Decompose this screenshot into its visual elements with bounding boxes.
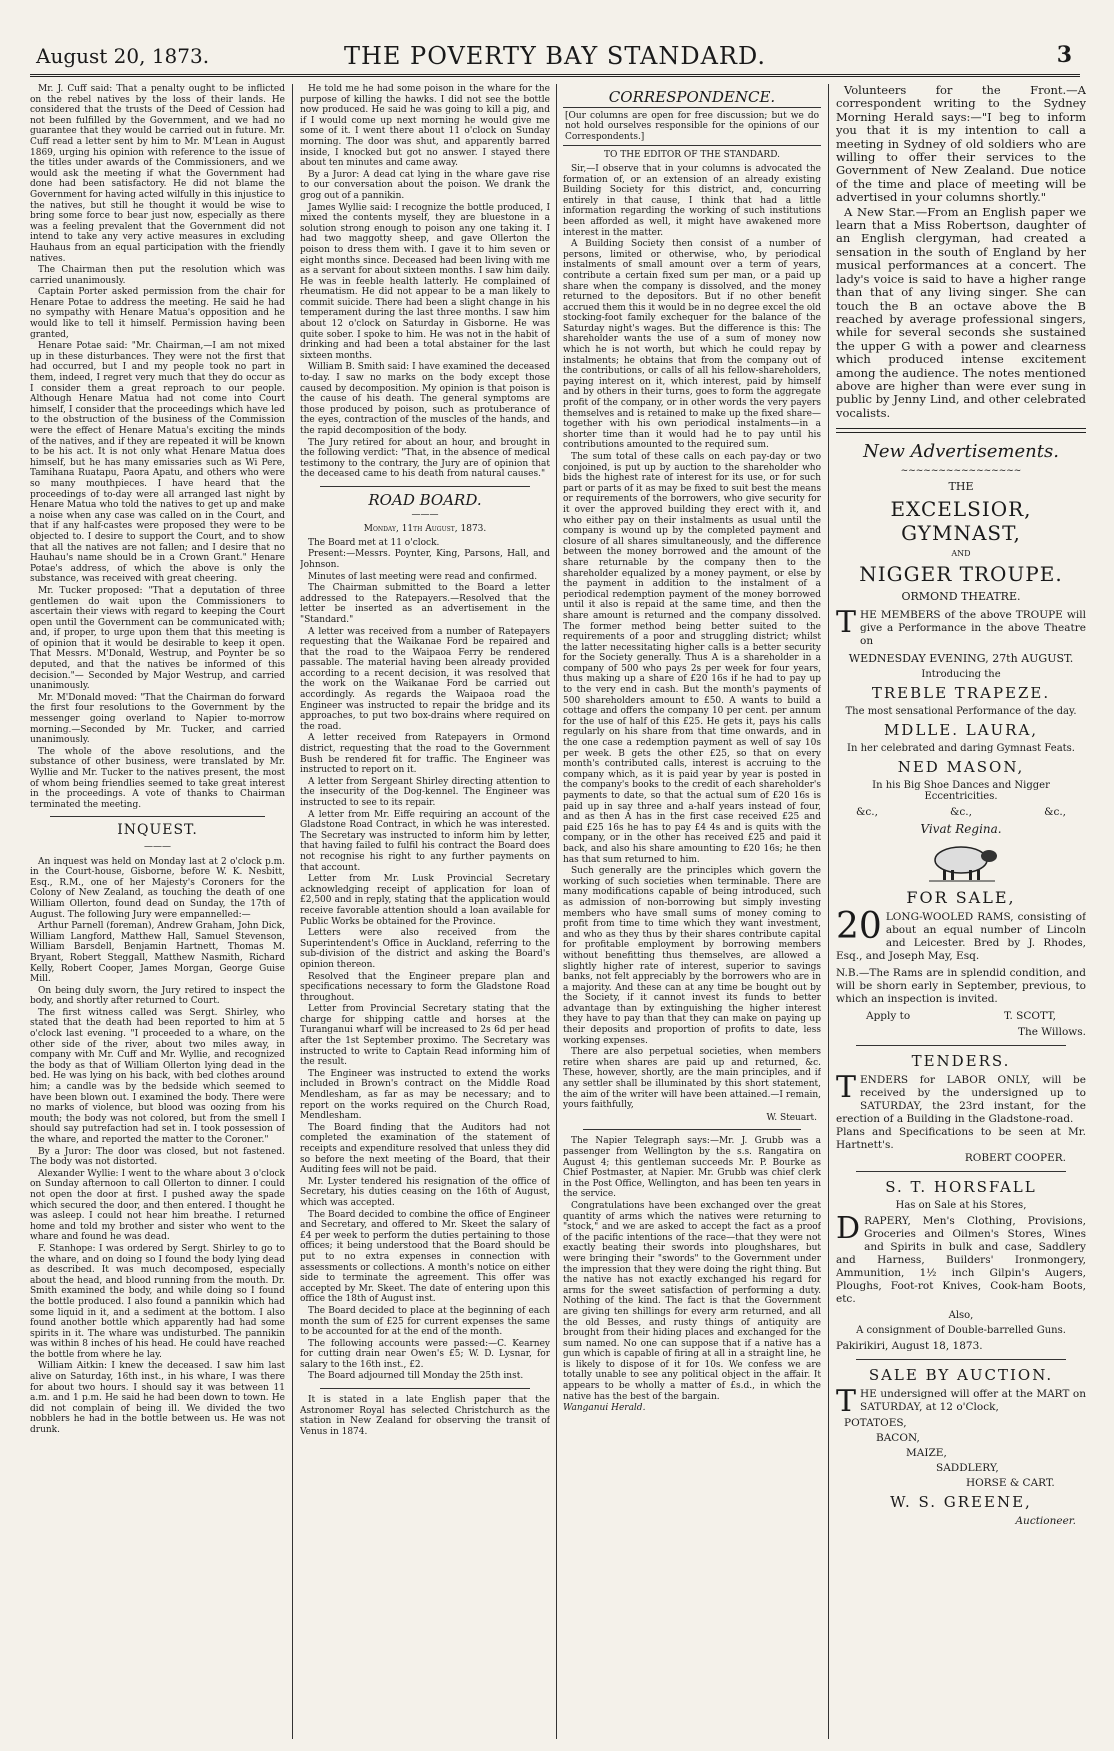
column-1 xyxy=(30,84,285,1739)
road-board-heading: ROAD BOARD. xyxy=(368,490,482,509)
act-trapeze-desc: The most sensational Performance of the day. xyxy=(845,706,1077,718)
road-board-date: Monday, 11th August, 1873. xyxy=(363,524,487,535)
paragraph: Volunteers for the Front.—A correspondent writing to the Sydney Morning Herald says:—"I beg to inform you that it is my intention to call a meeting in Sydney of old soldiers who are willing to offer their services to the Government of New Zealand. Due notice of the time and place of meeting will be advertised in your columns shortly." xyxy=(836,84,1086,205)
paragraph: An inquest was held on Monday last at 2 o'clock p.m. in the Court-house, Gisborne, before W. K. Nesbitt, Esq., R.M., one of her Majesty's Coroners for the Colony of New Zealand, as touching the death of one William Ollerton, found dead on Sunday, the 17th of August. The following Jury were empannelled:— xyxy=(30,856,285,920)
paragraph: Letter from Mr. Lusk Provincial Secretary acknowledging receipt of application for loan of £2,500 and in reply, stating that the application would receive favorable attention should a loan available for Public Works be obtained for the Province. xyxy=(300,874,550,927)
act-laura: MDLLE. LAURA, xyxy=(883,721,1039,740)
letter-signature: W. Steuart. xyxy=(766,1112,817,1123)
ornament-dash: ~~~~~~~~~~~~~~~~ xyxy=(900,466,1022,477)
column-3 xyxy=(563,84,821,1739)
letter-body xyxy=(563,164,821,1111)
ads-heading: New Advertisements. xyxy=(863,441,1059,463)
paragraph: By a Juror: The door was closed, but not fastened. The body was not distorted. xyxy=(30,1146,285,1168)
news-source: Wanganui Herald. xyxy=(563,1403,646,1414)
auction-item: SADDLERY, xyxy=(936,1462,999,1475)
paragraph: The Board decided to place at the beginning of each month the sum of £25 for current expenses the same to be accounted for at the end of the month. xyxy=(300,1305,550,1338)
act-laura-desc: In her celebrated and daring Gymnast Feats. xyxy=(847,743,1075,755)
paragraph: A New Star.—From an English paper we learn that a Miss Robertson, daughter of an English clergyman, had created a sensation in the south of England by her musical performances at a concert. The lady's voice is said to have a higher range than that of any living singer. She can touch the B an octave above the B reached by average professional singers, while for several seconds she sustained the upper G with a power and clearness which produced intense excitement among the audience. The notes mentioned above are higher than were ever sung in public by Jenny Lind, and other celebrated vocalists. xyxy=(836,204,1086,420)
ad-intro xyxy=(836,605,1086,648)
paragraph: A letter received from Ratepayers in Ormond district, requesting that the road to the Government Bush be rendered fit for traffic. The Engineer was instructed to report on it. xyxy=(300,733,550,776)
for-sale-advertisement xyxy=(836,888,1086,1039)
etc-3: &c., xyxy=(1044,806,1066,819)
auction-items xyxy=(836,1417,1086,1489)
act-mason: NED MASON, xyxy=(897,758,1025,777)
horsfall-also: Also, xyxy=(948,1310,974,1322)
newspaper-title: THE POVERTY BAY STANDARD. xyxy=(343,42,767,70)
paragraph: Congratulations have been exchanged over the great quantity of arms which the natives were returning to "stock," and we are asked to accept the fact as a proof of the pacific intentions of the race—that they were not exactly beating their swords into ploughshares, but were bringing their "swords" to the Government under the impression that they were doing the right thing. But the native has not exactly exchanged his regard for arms for the sweet satisfaction of performing a duty. Nothing of the kind. The fact is that the Government are giving ten shillings for every arm returned, and all the old Besses, and rusty things of antiquity are brought from their hiding places and exchanged for the sum named. No one can suppose that if a native has a gun which is capable of firing at all in a straight line, he is likely to dispose of it for 10s. We confess we are totally unable to see any political object in the affair. It appears to be wholly a matter of £s.d., in which the native has the best of the bargain. xyxy=(563,1200,821,1402)
paragraph: The following accounts were passed:—C. Kearney for cutting drain near Owen's £5; W. D. Lysnar, for salary to the 16th inst., £2. xyxy=(300,1338,550,1370)
column-4 xyxy=(836,84,1086,1739)
paragraph: There are also perpetual societies, when members retire when shares are paid up and returned, &c. These, however, shortly, are the main principles, and if any settler shall be illuminated by this short statement, the aim of the writer will have been attained.—I remain, yours faithfully, xyxy=(563,1047,821,1111)
horsfall-heading: S. T. HORSFALL xyxy=(885,1178,1037,1197)
paragraph: On being duly sworn, the Jury retired to inspect the body, and shortly after returned to Court. xyxy=(30,985,285,1007)
news-items xyxy=(563,1136,821,1402)
for-sale-body: LONG-WOOLED RAMS, consisting of about an equal number of Lincoln and Leicester. Bred by J. Rhodes, Esq., and Joseph May, Esq. xyxy=(836,911,1086,963)
auction-heading: SALE BY AUCTION. xyxy=(868,1366,1054,1385)
paragraph: The Engineer was instructed to extend the works included in Brown's contract on the Middle Road Mendlesham, as far as may be necessary; and to report on the works required on the Church Road, Mendlesham. xyxy=(300,1068,550,1122)
divider xyxy=(583,1129,801,1130)
divider xyxy=(836,428,1086,433)
etc-2: &c., xyxy=(950,806,972,819)
paragraph: A Building Society then consist of a number of persons, limited or otherwise, who, by periodical instalments of small amount over a term of years, contribute a certain fixed sum per man, or a paid up share when the company is dissolved, and the money returned to the depositors. But if no other benefit accrued them this it would be in no degree excel the old stocking-foot family exchequer for the balance of the Saturday night's wages. But the difference is this: The shareholder wants the use of a sum of money now which he is not worth, but which he could repay by instalments; he obtains that from the company out of the contributions, or calls of all his fellow-shareholders, paying interest on it, which interest, paid by himself and by others in their turns, goes to form the aggregate profit of the company, or in other words the very payers themselves and is retained to make up the fixed share— together with his own periodical instalments—in a shorter time than it would had he to pay until his contributions amounted to the required sum. xyxy=(563,239,821,451)
auction-item: HORSE & CART. xyxy=(966,1477,1055,1490)
issue-date: August 20, 1873. xyxy=(36,44,210,68)
horsfall-text xyxy=(836,1211,1086,1306)
column-rule xyxy=(292,84,293,1739)
drop-cap: 20 xyxy=(836,906,882,948)
tenders-text xyxy=(836,1070,1086,1126)
venus-transit-item: It is stated in a late English paper that the Astronomer Royal has selected Christchurch as the station in New Zealand for observing the transit of Venus in 1874. xyxy=(300,1395,550,1437)
apply-line xyxy=(836,1010,1086,1022)
paragraph: Henare Potae said: "Mr. Chairman,—I am not mixed up in these disturbances. They were not the first that had occurred, but I and my people took no part in them, indeed, I regret very much that they do occur as I consider them a great reproach to our people. Although Henare Matua had not come into Court himself, I consider that the proceedings which have led to the obstruction of the business of the Commission were the effect of Henare Matua's exciting the minds of the natives, and if they are repeated it will be known to be his act. It is not only what Henare Matua does himself, but he has many emissaries such as Wi Pere, Tamihana Ruatapu, Paora Apatu, and others who were so many mouthpieces. I have heard that the proceedings of to-day were all arranged last night by Henare Matua who told the natives to get up and make a noise when any case was called on in the Court, and that if any half-castes were proposed they were to be objected to. I desire to support the Court, and to show that all the natives are not fallen; and I desire that no Hauhau's name should be in a Crown Grant." Henare Potae's address, of which the above is only the substance, was received with great cheering. xyxy=(30,341,285,585)
horsfall-body: RAPERY, Men's Clothing, Provisions, Groceries and Oilmen's Stores, Wines and Spirits in bulk and case, Saddlery and Harness, Builders' Ironmongery, Ammunition, 1½ inch Gilpin's Augers, Ploughs, Foot-rot Knives, Cook-ham Boots, etc. xyxy=(836,1215,1086,1306)
paragraph: The Board met at 11 o'clock. xyxy=(308,537,440,548)
paragraph: Resolved that the Engineer prepare plan and specifications necessary to form the Gladstone Road throughout. xyxy=(300,971,550,1003)
divider xyxy=(856,1171,1066,1172)
ad-and: AND xyxy=(951,549,971,559)
paragraph: Alexander Wyllie: I went to the whare about 3 o'clock on Sunday afternoon to call Ollerton to dinner. I could not open the door at first. I pushed away the spade which secured the door, and then entered. I thought he was asleep. I could not hear him breathe. I returned home and told my brother and sister who went to the whare and found he was dead. xyxy=(30,1168,285,1243)
ad-venue: ORMOND THEATRE. xyxy=(901,590,1021,604)
paragraph: By a Juror: A dead cat lying in the whare gave rise to our conversation about the poison. We drank the grog out of a pannikin. xyxy=(300,169,550,201)
tenders-advertisement xyxy=(836,1052,1086,1165)
paragraph: The Jury retired for about an hour, and brought in the following verdict: "That, in the absence of medical testimony to the contrary, the Jury are of opinion that the deceased came to his death from natural causes." xyxy=(300,437,550,480)
column-2 xyxy=(300,84,550,1739)
paragraph: James Wyllie said: I recognize the bottle produced, I mixed the contents myself, they are bluestone in a solution strong enough to poison any one taking it. I had two maggotty sheep, and gave Ollerton the poison to dress them with. I gave it to him seven or eight months since. Deceased had been living with me as a servant for about sixteen months. I saw him daily. He was in feeble health latterly. He complained of rheumatism. He did not appear to be a man likely to commit suicide. There had been a slight change in his temperament during the last three months. I saw him about 12 o'clock on Saturday in Gisborne. He was quite sober. I spoke to him. He was not in the habit of drinking and had been a total abstainer for the last sixteen months. xyxy=(300,202,550,361)
paragraph: Such generally are the principles which govern the working of such societies when terminable. There are many modifications capable of being introduced, such as admission of non-borrowing but simply investing members who have small sums of money coming to profit from time to time which they want investment, and who as they thus by their shares contribute capital for profitable employment by borrowing members without benefitting thus themselves, are allowed a slightly higher rate of interest, superior to savings banks, not felt appreciably by the borrowers who are in a majority. And these can at any time be bought out by the Society, if it cannot invest its funds to better advantage than by extinguishing the higher interest they have to pay than that they can make on paying up their deposits and proportion of profits to date, less working expenses. xyxy=(563,866,821,1046)
paragraph: The whole of the above resolutions, and the substance of other business, were translated by Mr. Wyllie and Mr. Tucker to the natives present, the most of whom being friendlies seemed to take great interest in the proceedings. A vote of thanks to Chairman terminated the meeting. xyxy=(30,746,285,810)
paragraph: Letters were also received from the Superintendent's Office in Auckland, referring to the sub-division of the district and asking the Board's opinion thereon. xyxy=(300,928,550,970)
paragraph: The Chairman submitted to the Board a letter addressed to the Ratepayers.—Resolved that the letter be inserted as an advertisement in the "Standard." xyxy=(300,583,550,625)
paragraph: The Chairman then put the resolution which was carried unanimously. xyxy=(30,265,285,286)
paragraph: The Board decided to combine the office of Engineer and Secretary, and offered to Mr. Skeet the salary of £4 per week to perform the duties pertaining to those offices; it being understood that the Board should be put to no extra expenses in connection with assessments or collections. A month's notice on either side to terminate the agreement. This offer was accepted by Mr. Skeet. The date of entering upon this office the 18th of August inst. xyxy=(300,1209,550,1305)
paragraph: Present:—Messrs. Poynter, King, Parsons, Hall, and Johnson. xyxy=(300,549,550,570)
page-number: 3 xyxy=(1056,42,1072,68)
paragraph: He told me he had some poison in the whare for the purpose of killing the hawks. I did not see the bottle now produced. He said he was going to kill a pig, and if I would come up next morning he would give me some of it. I went there about 11 o'clock on Sunday morning. The door was shut, and apparently barred inside, I knocked but got no answer. I stayed there about ten minutes and came away. xyxy=(300,84,550,169)
paragraph: The first witness called was Sergt. Shirley, who stated that the death had been reported to him at 5 o'clock last evening. "I proceeded to a whare, on the other side of the river, about two miles away, in company with Mr. Cuff and Mr. Wyllie, and recognized the body as that of William Ollerton lying dead in the bed. He was lying on his back, with bed clothes around him; a candle was by the bedside which seemed to have been blown out. I examined the body. There were no marks of violence, but blood was oozing from his mouth; the body was not colored, but from the smell I should say putrefaction had set in. I took possession of the whare, and reported the matter to the Coroner." xyxy=(30,1007,285,1145)
paragraph: Letter from Provincial Secretary stating that the charge for shipping cattle and horses at the Turanganui wharf will be increased to 2s 6d per head after the 1st September proximo. The Secretary was instructed to write to Captain Read informing him of the result. xyxy=(300,1004,550,1068)
auctioneer-name: W. S. GREENE, xyxy=(890,1493,1032,1512)
paragraph: Minutes of last meeting were read and confirmed. xyxy=(308,571,538,582)
tenders-body: ENDERS for LABOR ONLY, will be received by the undersigned up to SATURDAY, the 23rd instant, for the erection of a Building in the Gladstone-road. xyxy=(836,1074,1086,1126)
paragraph: A letter from Sergeant Shirley directing attention to the insecurity of the Dog-kennel. The Engineer was instructed to see to its repair. xyxy=(300,776,550,808)
divider xyxy=(856,1359,1066,1360)
auctioneer-title: Auctioneer. xyxy=(1015,1515,1076,1528)
ad-intro-text: HE MEMBERS of the above TROUPE will give a Performance in the above Theatre on xyxy=(860,609,1086,648)
paragraph: A letter was received from a number of Ratepayers requesting that the Waikanae Ford be repaired and that the road to the Waipaoa Ferry be rendered passable. The material having been already provided according to a recent decision, it was resolved that the work on the Waikanae Ford be carried out accordingly. As regards the Waipaoa road the Engineer was instructed to repair the bridge and its approaches, to put two box-drains where required on the road. xyxy=(300,626,550,732)
auction-item: POTATOES, xyxy=(844,1417,907,1430)
paragraph: William Aitkin: I knew the deceased. I saw him last alive on Saturday, 16th inst., in his whare, I was there for about two hours. I should say it was between 11 a.m. and 1 p.m. He said he had been down to town. He did not complain of being ill. We divided the two nobblers he had in the bottle between us. He was not drunk. xyxy=(30,1361,285,1436)
tenders-note: Plans and Specifications to be seen at Mr. Hartnett's. xyxy=(836,1126,1086,1152)
divider xyxy=(320,1388,530,1389)
ornament-dash: ——— xyxy=(144,841,171,852)
paragraph: Arthur Parnell (foreman), Andrew Graham, John Dick, William Langford, Matthew Hall, Samuel Stevenson, William Barsdell, Benjamin Hartnett, Thomas M. Bryant, Robert Steggall, Matthew Nasmith, Richard Kelly, Robert Cooper, James Morgan, George Guise Mill. xyxy=(30,921,285,985)
etc-line xyxy=(836,806,1086,818)
divider xyxy=(856,1045,1066,1046)
paragraph: The sum total of these calls on each pay-day or two conjoined, is put up by auction to the shareholder who bids the highest rate of interest for its use, or for such part or parts of it as may be fixed to suit best the means or requirements of the borrowers, who give security for it over the approved building they erect with it, and who either pay on their instalments as usual until the company is wound up by the completed payment and closure of all shares simultaneously, and the difference between the money borrowed and the amount of the share returnable by the company then to the shareholder equalized by a money payment, or else by the payment in addition to the instalment of a periodical redemption payment of the money borrowed until it also is repaid at the same time, and then the share amount is returned and the company dissolved. The former method being better suited to the requirements of a poor and struggling district; whilst the latter necessitating higher calls is a better security for the Society generally. Thus A is a shareholder in a company of 500 who pays 2s per week for four years, thus making up a share of £20 16s if he had to pay up to the very end in cash. But the month's payments of 500 shareholders amount to £50. A wants to build a cottage and offers the company 10 per cent. per annum for the use of half of this £25. He gets it, pays his calls regularly on his share from that time onwards, and in the one case a redemption payment as well of say 10s per week. B gets the other £25, so that on every month's contributed calls, interest is accruing to the company which, as it is paid year by year is posted in the company's books to the credit of each shareholder's payments to date, so that the actual sum of £20 16s is paid up in say three and a-half years instead of four, and as then A has in the first case received £25 and paid £25 16s he has to pay £4 4s and is quits with the company, or in the other has received £25 and paid it back, and also his share amounting to £20 16s; he then has that sum returned to him. xyxy=(563,452,821,865)
to-editor-line: TO THE EDITOR OF THE STANDARD. xyxy=(604,150,780,161)
paragraph: Sir,—I observe that in your columns is advocated the formation of, or an extension of an already existing Building Society for this district, and, concurring entirely in that cause, I think that had a little information regarding the working of such institutions been afforded as well, it might have awakened more interest in the matter. xyxy=(563,163,821,238)
auction-item: MAIZE, xyxy=(906,1447,947,1460)
auction-text xyxy=(836,1384,1086,1420)
paragraph: The Board finding that the Auditors had not completed the examination of the statement of receipts and expenditure resolved that unless they did so before the next meeting of the Board, that their Auditing fees will not be paid. xyxy=(300,1122,550,1176)
paragraph: Mr. Tucker proposed: "That a deputation of three gentlemen do wait upon the Commissioners to ascertain their views with regard to keeping the Court open until the Government can be communicated with; and, if proper, to urge upon them that this meeting is of opinion that it would be desirable to keep it open. That Messrs. M'Donald, Westrup, and Poynter be so deputed, and that the natives be informed of this decision."— Seconded by Major Westrup, and carried unanimously. xyxy=(30,585,285,692)
paragraph: Mr. J. Cuff said: That a penalty ought to be inflicted on the rebel natives by the loss of their lands. He considered that the trusts of the Deed of Cession had not been fulfilled by the Government, and we had no guarantee that they would be carried out in future. Mr. Cuff read a letter sent by him to Mr. M'Lean in August 1869, urging his opinion with reference to the issue of the titles under awards of the Commissioners, and we would ask the meeting if what the Government had done had been satisfactory. He did not blame the Government for having acted wilfully in this injustice to the natives, but still he thought it would be wise to bring some force to bear just now, especially as there was a feeling prevalent that the Government did not intend to take any very active measures in excluding Hauhaus from an equal participation with the friendly natives. xyxy=(30,84,285,264)
horsfall-consignment: A consignment of Double-barrelled Guns. xyxy=(856,1325,1066,1337)
inquest-heading: INQUEST. xyxy=(117,822,198,839)
vivat-regina: Vivat Regina. xyxy=(920,822,1002,837)
horsfall-sub: Has on Sale at his Stores, xyxy=(895,1200,1027,1212)
drop-cap: T xyxy=(836,1384,857,1420)
drop-cap: T xyxy=(836,605,857,641)
paragraph: Mr. Lyster tendered his resignation of the office of Secretary, his duties ceasing on the 16th of August, which was accepted. xyxy=(300,1176,550,1208)
drop-cap: T xyxy=(836,1070,857,1106)
show-advertisement xyxy=(836,480,1086,836)
divider xyxy=(50,816,265,817)
auction-advertisement xyxy=(836,1366,1086,1528)
horsfall-date: Pakirikiri, August 18, 1873. xyxy=(836,1340,983,1353)
seller-name: T. SCOTT, xyxy=(1004,1010,1056,1023)
meeting-report xyxy=(30,84,285,810)
column-rule xyxy=(828,84,829,1739)
ad-introducing: Introducing the xyxy=(921,669,1001,681)
tenders-name: ROBERT COOPER. xyxy=(964,1152,1066,1165)
inquest-report xyxy=(30,857,285,1436)
paragraph: William B. Smith said: I have examined the deceased to-day. I saw no marks on the body except those caused by decomposition. My opinion is that poison is the cause of his death. The general symptoms are those produced by poison, such as protuberance of the eyes, contraction of the muscles of the hands, and the rapid decomposition of the body. xyxy=(300,362,550,436)
drop-cap: D xyxy=(836,1211,861,1247)
for-sale-heading: FOR SALE, xyxy=(906,888,1016,908)
for-sale-text xyxy=(836,906,1086,963)
ad-date: WEDNESDAY EVENING, 27th AUGUST. xyxy=(848,652,1074,666)
paragraph: A letter from Mr. Eiffe requiring an account of the Gladstone Road Contract, in which he was interested. The Secretary was instructed to inform him by letter, that having failed to fulfil his contract the Board does not recognise his right to any further payments on that account. xyxy=(300,809,550,873)
paragraph: The Napier Telegraph says:—Mr. J. Grubb was a passenger from Wellington by the s.s. Rangatira on August 4; this gentleman succeeds Mr. P. Bourke as Chief Postmaster, at Napier. Mr. Grubb was chief clerk in the Post Office, Wellington, and has been ten years in the service. xyxy=(563,1136,821,1200)
correspondence-heading: CORRESPONDENCE. xyxy=(608,88,776,106)
etc-1: &c., xyxy=(856,806,878,819)
paragraph: Captain Porter asked permission from the chair for Henare Potae to address the meeting. He said he had no sympathy with Henare Matua's opposition and he would like to tell it himself. Permission having been granted, xyxy=(30,287,285,340)
horsfall-advertisement xyxy=(836,1178,1086,1353)
ad-title-troupe: NIGGER TROUPE. xyxy=(859,562,1063,587)
inquest-continued xyxy=(300,84,550,480)
sheep-icon xyxy=(921,840,1001,884)
act-trapeze: TREBLE TRAPEZE. xyxy=(871,684,1051,703)
act-mason-desc: In his Big Shoe Dances and Nigger Eccentricities. xyxy=(872,780,1050,803)
ornament-dash: ——— xyxy=(411,509,439,520)
masthead xyxy=(30,40,1080,77)
auction-item: BACON, xyxy=(876,1432,920,1445)
paragraph: The Board adjourned till Monday the 25th inst. xyxy=(308,1371,524,1382)
correspondence-notice: [Our columns are open for free discussion; but we do not hold ourselves responsible for the opinions of our Correspondents.] xyxy=(563,107,821,147)
tenders-heading: TENDERS. xyxy=(911,1052,1011,1071)
divider xyxy=(320,486,530,487)
news-paragraphs xyxy=(836,84,1086,420)
paragraph: Mr. M'Donald moved: "That the Chairman do forward the first four resolutions to the Government by the messenger going overland to Napier to-morrow morning.—Seconded by Mr. Tucker, and carried unanimously. xyxy=(30,692,285,746)
column-rule xyxy=(556,84,557,1739)
ad-title-excelsior: EXCELSIOR, GYMNAST, xyxy=(890,497,1032,546)
seller-place: The Willows. xyxy=(1017,1026,1086,1039)
apply-label: Apply to xyxy=(866,1010,911,1023)
road-board-report xyxy=(300,538,550,1382)
ad-the: THE xyxy=(948,480,974,494)
for-sale-note: N.B.—The Rams are in splendid condition, and will be shorn early in September, previous, to which an inspection is invited. xyxy=(836,967,1086,1006)
auction-body: HE undersigned will offer at the MART on SATURDAY, at 12 o'Clock, xyxy=(860,1388,1086,1414)
paragraph: F. Stanhope: I was ordered by Sergt. Shirley to go to the whare, and on doing so I found the body lying dead as described. It was much decomposed, especially about the head, and blood running from the mouth. Dr. Smith examined the body, and while doing so I found the bottle produced. I also found a pannikin which had some liquid in it, and a sediment at the bottom. I also found another bottle which apparently had had some spirits in it. The whare was undisturbed. The pannikin was within 8 inches of his head. He could have reached the bottle from where he lay. xyxy=(30,1243,285,1360)
